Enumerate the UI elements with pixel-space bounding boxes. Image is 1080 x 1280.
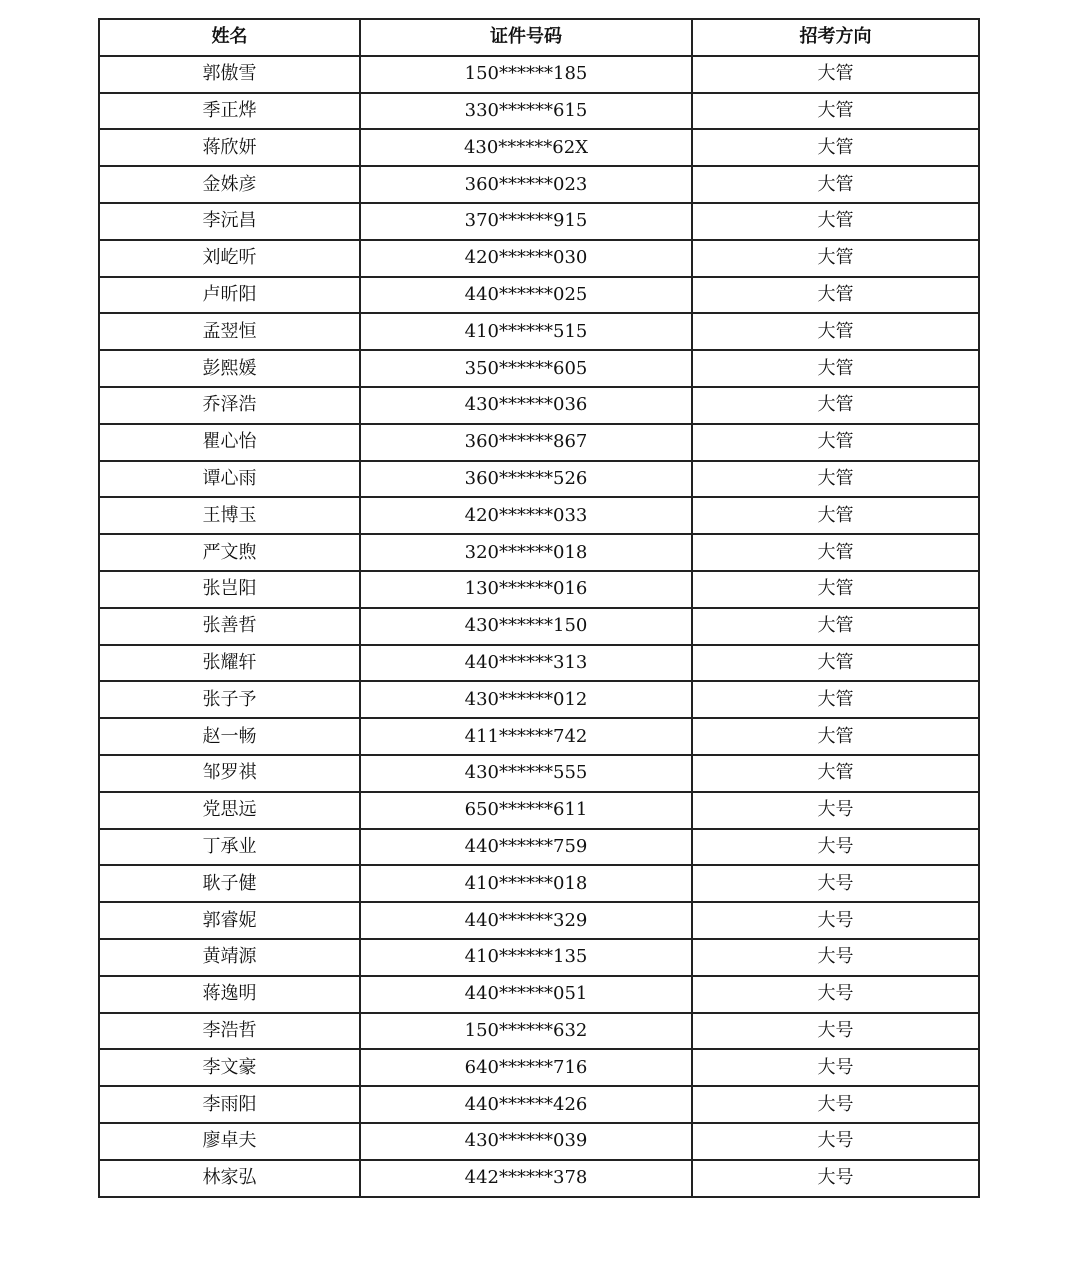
cell-direction: 大管 [692,424,979,461]
cell-direction: 大管 [692,93,979,130]
cell-name: 李雨阳 [99,1086,360,1123]
cell-name: 王博玉 [99,497,360,534]
table-row [99,387,979,424]
cell-name: 刘屹听 [99,240,360,277]
table-row [99,645,979,682]
cell-id-number: 420******033 [360,497,692,534]
table-row [99,313,979,350]
table-row [99,534,979,571]
cell-direction: 大号 [692,1013,979,1050]
cell-name: 李文豪 [99,1049,360,1086]
cell-id-number: 410******018 [360,865,692,902]
cell-id-number: 440******025 [360,277,692,314]
cell-direction: 大号 [692,1049,979,1086]
cell-id-number: 320******018 [360,534,692,571]
cell-name: 孟翌恒 [99,313,360,350]
cell-name: 张耀轩 [99,645,360,682]
cell-id-number: 150******632 [360,1013,692,1050]
cell-id-number: 430******555 [360,755,692,792]
cell-id-number: 430******62X [360,129,692,166]
cell-id-number: 442******378 [360,1160,692,1197]
cell-name: 严文煦 [99,534,360,571]
cell-name: 彭熙媛 [99,350,360,387]
cell-id-number: 330******615 [360,93,692,130]
cell-direction: 大管 [692,387,979,424]
cell-direction: 大管 [692,350,979,387]
cell-direction: 大管 [692,497,979,534]
table-row [99,681,979,718]
cell-direction: 大管 [692,608,979,645]
cell-name: 张子予 [99,681,360,718]
table-row [99,350,979,387]
cell-direction: 大管 [692,313,979,350]
cell-direction: 大号 [692,939,979,976]
table-row [99,166,979,203]
cell-name: 林家弘 [99,1160,360,1197]
cell-name: 赵一畅 [99,718,360,755]
header-name: 姓名 [99,19,360,56]
cell-name: 廖卓夫 [99,1123,360,1160]
cell-name: 黄靖源 [99,939,360,976]
table-row [99,608,979,645]
cell-direction: 大号 [692,829,979,866]
cell-direction: 大号 [692,1086,979,1123]
cell-id-number: 650******611 [360,792,692,829]
cell-id-number: 440******329 [360,902,692,939]
table-row [99,497,979,534]
cell-name: 卢昕阳 [99,277,360,314]
cell-id-number: 370******915 [360,203,692,240]
cell-name: 党思远 [99,792,360,829]
cell-name: 金姝彦 [99,166,360,203]
cell-id-number: 430******036 [360,387,692,424]
cell-name: 李沅昌 [99,203,360,240]
table-row [99,56,979,93]
cell-direction: 大管 [692,166,979,203]
cell-id-number: 430******012 [360,681,692,718]
cell-id-number: 360******867 [360,424,692,461]
cell-direction: 大号 [692,1123,979,1160]
cell-id-number: 430******150 [360,608,692,645]
cell-id-number: 360******526 [360,461,692,498]
table-row [99,1049,979,1086]
table-row [99,240,979,277]
cell-direction: 大管 [692,755,979,792]
table-row [99,865,979,902]
cell-id-number: 440******313 [360,645,692,682]
cell-id-number: 410******135 [360,939,692,976]
table-row [99,976,979,1013]
table-row [99,792,979,829]
table-row [99,203,979,240]
cell-direction: 大管 [692,681,979,718]
cell-name: 李浩哲 [99,1013,360,1050]
table-row [99,93,979,130]
cell-id-number: 360******023 [360,166,692,203]
table-row [99,461,979,498]
table-row [99,1086,979,1123]
cell-id-number: 640******716 [360,1049,692,1086]
cell-id-number: 440******051 [360,976,692,1013]
cell-direction: 大号 [692,976,979,1013]
cell-name: 蒋逸明 [99,976,360,1013]
cell-id-number: 430******039 [360,1123,692,1160]
table-row [99,571,979,608]
candidate-table [98,18,980,1198]
table-row [99,902,979,939]
cell-id-number: 350******605 [360,350,692,387]
table-row [99,755,979,792]
cell-direction: 大管 [692,718,979,755]
cell-id-number: 410******515 [360,313,692,350]
cell-direction: 大管 [692,277,979,314]
cell-name: 郭傲雪 [99,56,360,93]
table-row [99,829,979,866]
header-row [99,19,979,56]
cell-direction: 大号 [692,792,979,829]
cell-direction: 大管 [692,203,979,240]
cell-id-number: 420******030 [360,240,692,277]
cell-direction: 大管 [692,461,979,498]
cell-direction: 大号 [692,865,979,902]
cell-direction: 大管 [692,129,979,166]
cell-name: 乔泽浩 [99,387,360,424]
table-row [99,129,979,166]
table-header [99,19,979,56]
cell-id-number: 440******759 [360,829,692,866]
cell-name: 谭心雨 [99,461,360,498]
table-row [99,939,979,976]
cell-id-number: 411******742 [360,718,692,755]
cell-direction: 大管 [692,240,979,277]
cell-name: 耿子健 [99,865,360,902]
cell-name: 郭睿妮 [99,902,360,939]
header-direction: 招考方向 [692,19,979,56]
cell-name: 张善哲 [99,608,360,645]
cell-name: 季正烨 [99,93,360,130]
cell-name: 蒋欣妍 [99,129,360,166]
cell-direction: 大管 [692,56,979,93]
cell-id-number: 130******016 [360,571,692,608]
cell-name: 张岂阳 [99,571,360,608]
table-row [99,424,979,461]
table-body [99,56,979,1197]
cell-name: 邹罗祺 [99,755,360,792]
cell-id-number: 150******185 [360,56,692,93]
table-row [99,718,979,755]
cell-direction: 大管 [692,534,979,571]
table-row [99,1123,979,1160]
cell-name: 瞿心怡 [99,424,360,461]
cell-direction: 大号 [692,902,979,939]
header-id-number: 证件号码 [360,19,692,56]
table-row [99,1160,979,1197]
cell-id-number: 440******426 [360,1086,692,1123]
table-row [99,277,979,314]
cell-name: 丁承业 [99,829,360,866]
cell-direction: 大管 [692,645,979,682]
cell-direction: 大管 [692,571,979,608]
table-row [99,1013,979,1050]
cell-direction: 大号 [692,1160,979,1197]
